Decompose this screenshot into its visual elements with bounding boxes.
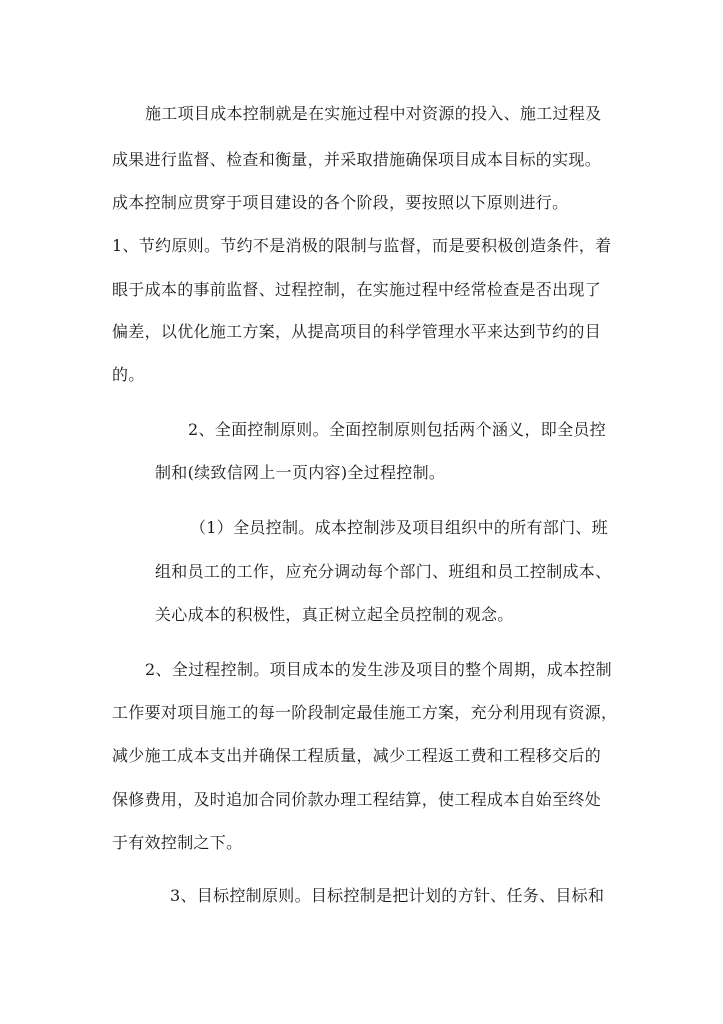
- paragraph-4-line-2: 组和员工的工作，应充分调动每个部门、班组和员工控制成本、: [155, 562, 612, 581]
- paragraph-2-line-1: 1、节约原则。节约不是消极的限制与监督，而是要积极创造条件，着: [112, 236, 612, 255]
- paragraph-1-line-3: 成本控制应贯穿于项目建设的各个阶段，要按照以下原则进行。: [112, 193, 569, 212]
- paragraph-4-line-3: 关心成本的积极性，真正树立起全员控制的观念。: [155, 605, 514, 624]
- paragraph-5-line-3: 减少施工成本支出并确保工程质量，减少工程返工费和工程移交后的: [112, 746, 602, 765]
- paragraph-1-line-1: 施工项目成本控制就是在实施过程中对资源的投入、施工过程及: [145, 104, 602, 123]
- paragraph-2-line-4: 的。: [112, 365, 145, 384]
- paragraph-5-line-1: 2、全过程控制。项目成本的发生涉及项目的整个周期，成本控制: [145, 660, 612, 679]
- paragraph-5-line-5: 于有效控制之下。: [112, 833, 243, 852]
- paragraph-3-line-1: 2、全面控制原则。全面控制原则包括两个涵义，即全员控: [188, 420, 606, 439]
- paragraph-1-line-2: 成果进行监督、检查和衡量，并采取措施确保项目成本目标的实现。: [112, 150, 602, 169]
- paragraph-6-line-1: 3、目标控制原则。目标控制是把计划的方针、任务、目标和: [170, 886, 605, 905]
- paragraph-3-line-2: 制和(续致信网上一页内容)全过程控制。: [155, 463, 446, 482]
- paragraph-2-line-2: 眼于成本的事前监督、过程控制，在实施过程中经常检查是否出现了: [112, 280, 602, 299]
- paragraph-4-line-1: （1）全员控制。成本控制涉及项目组织中的所有部门、班: [190, 518, 608, 537]
- paragraph-5-line-4: 保修费用，及时追加合同价款办理工程结算，使工程成本自始至终处: [112, 790, 602, 809]
- paragraph-2-line-3: 偏差，以优化施工方案，从提高项目的科学管理水平来达到节约的目: [112, 322, 602, 341]
- paragraph-5-line-2: 工作要对项目施工的每一阶段制定最佳施工方案，充分利用现有资源，: [112, 703, 618, 722]
